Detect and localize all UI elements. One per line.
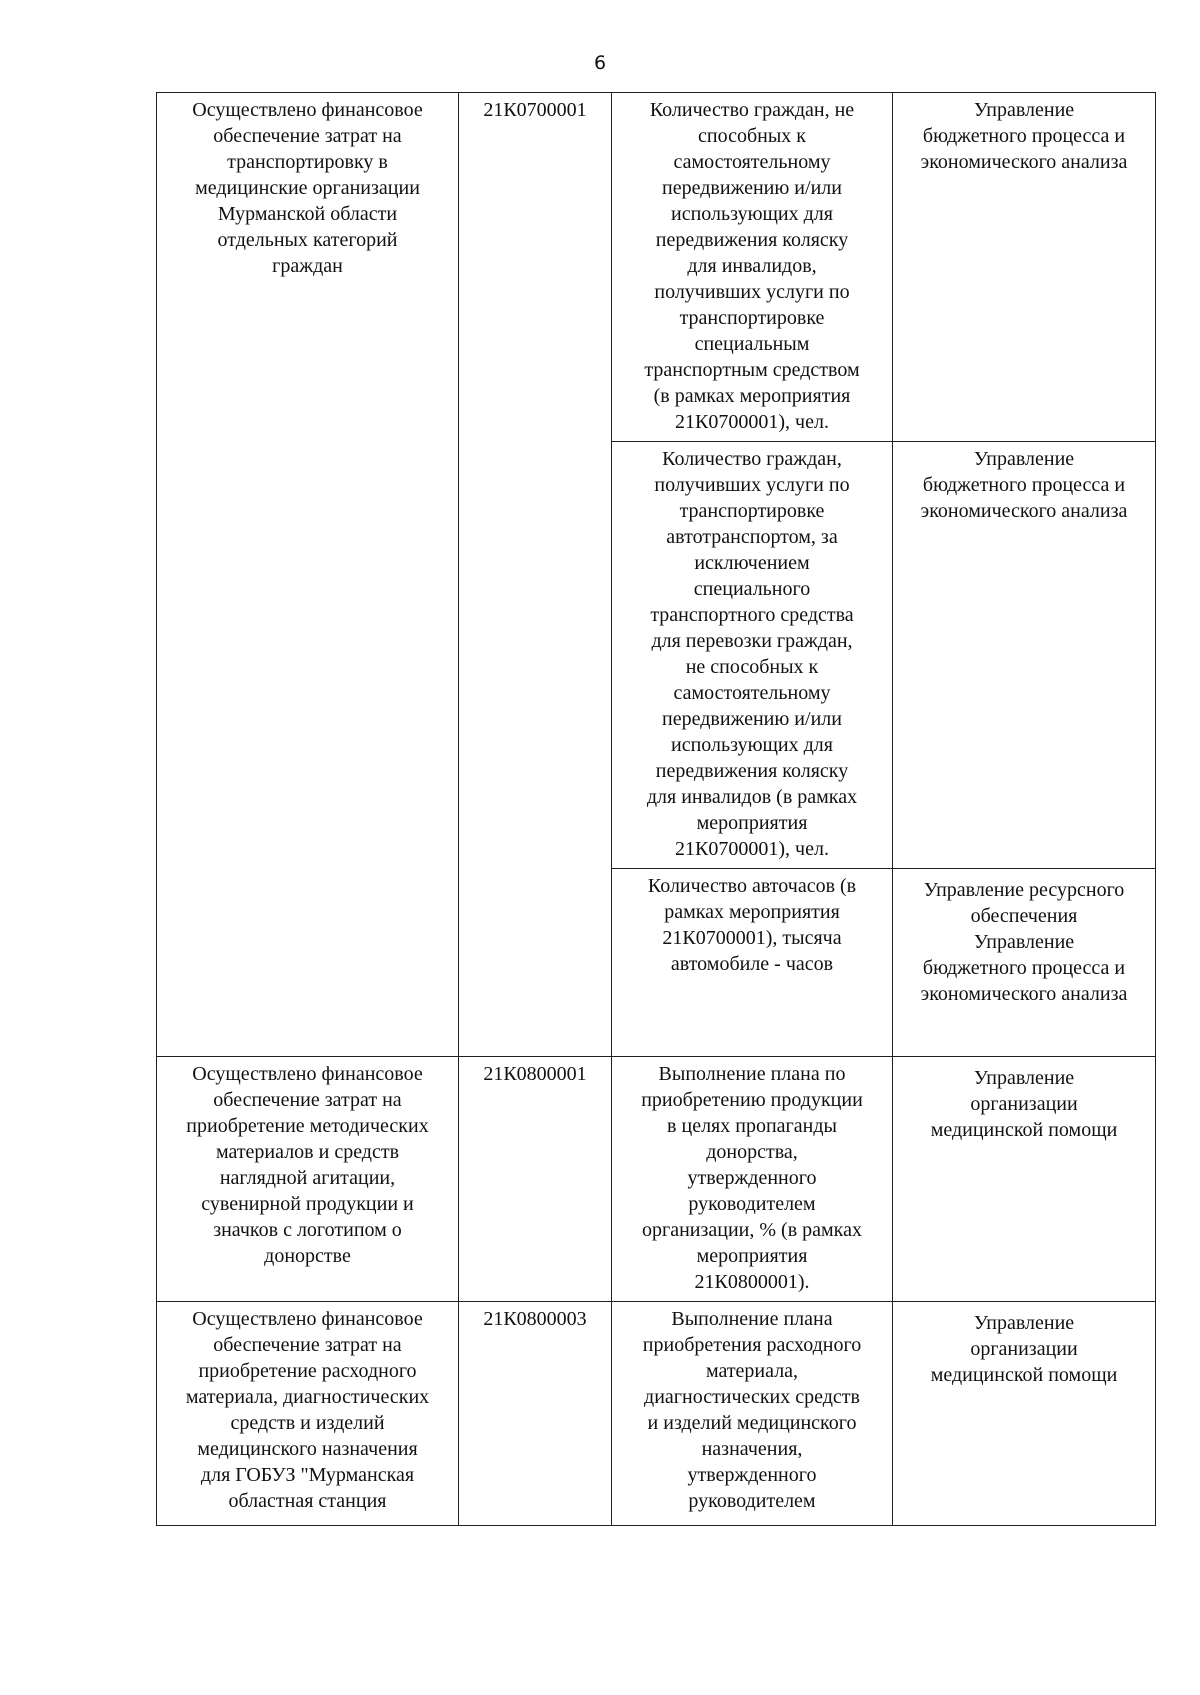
- table-row: [157, 1302, 1156, 1526]
- department-cell: Управление организации медицинской помощи: [893, 1302, 1156, 1526]
- indicator-cell: Количество граждан, получивших услуги по транспортировке автотранспортом, за исключением специального транспортного средства для перевозки граждан, не способных к самостоятельному передвижению и/или использующих для передвижения коляску для инвалидов (в рамках мероприятия 21К0700001), чел.: [612, 442, 893, 869]
- indicator-cell: Выполнение плана по приобретению продукции в целях пропаганды донорства, утвержденного руководителем организации, % (в рамках мероприятия 21К0800001).: [612, 1057, 893, 1302]
- indicator-cell: Количество граждан, не способных к самостоятельному передвижению и/или использующих для передвижения коляску для инвалидов, получивших услуги по транспортировке специальным транспортным средством (в рамках мероприятия 21К0700001), чел.: [612, 93, 893, 442]
- department-cell: Управление бюджетного процесса и экономического анализа: [893, 93, 1156, 442]
- code-cell: 21К0800001: [459, 1057, 612, 1302]
- department-cell: Управление бюджетного процесса и экономического анализа: [893, 442, 1156, 869]
- table-row: [157, 93, 1156, 442]
- indicator-cell: Выполнение плана приобретения расходного материала, диагностических средств и изделий медицинского назначения, утвержденного руководителем: [612, 1302, 893, 1526]
- code-cell: 21К0800003: [459, 1302, 612, 1526]
- code-cell: 21К0700001: [459, 93, 612, 1057]
- table-row: [157, 1057, 1156, 1302]
- department-cell: Управление организации медицинской помощи: [893, 1057, 1156, 1302]
- event-cell: Осуществлено финансовое обеспечение затрат на транспортировку в медицинские организации Мурманской области отдельных категорий граждан: [157, 93, 459, 1057]
- indicator-cell: Количество авточасов (в рамках мероприятия 21К0700001), тысяча автомобиле - часов: [612, 869, 893, 1057]
- measures-table: [156, 92, 1156, 1526]
- department-cell: Управление ресурсного обеспечения Управление бюджетного процесса и экономического анализа: [893, 869, 1156, 1057]
- event-cell: Осуществлено финансовое обеспечение затрат на приобретение методических материалов и средств наглядной агитации, сувенирной продукции и значков с логотипом о донорстве: [157, 1057, 459, 1302]
- event-cell: Осуществлено финансовое обеспечение затрат на приобретение расходного материала, диагностических средств и изделий медицинского назначения для ГОБУЗ "Мурманская областная станция: [157, 1302, 459, 1526]
- page-number: 6: [593, 52, 607, 74]
